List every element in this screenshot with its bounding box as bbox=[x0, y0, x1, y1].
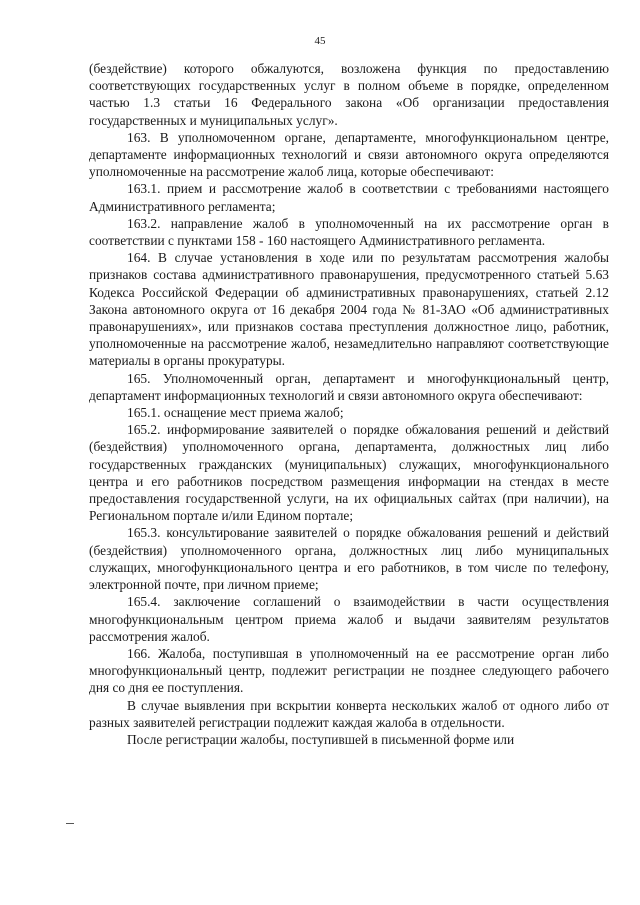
paragraph-after-registration: После регистрации жалобы, поступившей в письменной форме или bbox=[127, 731, 515, 747]
paragraph-166: 166. Жалоба, поступившая в уполномоченный на ее рассмотрение орган либо многофункциональный центр, подлежит регистрации не позднее следующего рабочего дня со дня ее поступления. bbox=[89, 645, 609, 696]
margin-mark bbox=[66, 823, 74, 824]
paragraph-165-1: 165.1. оснащение мест приема жалоб; bbox=[127, 405, 344, 421]
paragraph-multiple-complaints: В случае выявления при вскрытии конверта нескольких жалоб от одного либо от разных заявителей регистрации подлежит каждая жалоба в отдельности. bbox=[89, 697, 609, 730]
paragraph-165-2: 165.2. информирование заявителей о порядке обжалования решений и действий (бездействия) уполномоченного органа, департамента, должностных лиц либо государственных гражданских (муниципальных) служащих, многофункционального центра и его работников посредством размещения информации на стендах в месте предоставления государственной услуги, на их официальных сайтах (при наличии), на Региональном портале и/или Едином портале; bbox=[89, 422, 609, 524]
paragraph-165-4: 165.4. заключение соглашений о взаимодействии в части осуществления многофункциональным центром приема жалоб и выдачи заявителям результатов рассмотрения жалоб. bbox=[89, 594, 609, 644]
paragraph-continuation: (бездействие) которого обжалуются, возложена функция по предоставлению соответствующих государственных услуг в полном объеме в порядке, определенном частью 1.3 статьи 16 Федерального закона «Об организации предоставления государственных и муниципальных услуг». bbox=[89, 61, 609, 128]
paragraph-165: 165. Уполномоченный орган, департамент и многофункциональный центр, департамент информационных технологий и связи автономного округа обеспечивают: bbox=[89, 370, 609, 403]
paragraph-165-3: 165.3. консультирование заявителей о порядке обжалования решений и действий (бездействия) уполномоченного органа, должностных лиц либо муниципальных служащих, многофункционального центра и его работников, в том числе по телефону, электронной почте, при личном приеме; bbox=[89, 525, 609, 593]
paragraph-163: 163. В уполномоченном органе, департаменте, многофункциональном центре, департаменте информационных технологий и связи автономного округа определяются уполномоченные на рассмотрение жалоб лица, которые обеспечивают: bbox=[89, 129, 609, 180]
paragraph-163-1: 163.1. прием и рассмотрение жалоб в соответствии с требованиями настоящего Административного регламента; bbox=[89, 181, 609, 214]
document-body bbox=[89, 60, 609, 748]
paragraph-163-2: 163.2. направление жалоб в уполномоченный на их рассмотрение орган в соответствии с пунктами 158 - 160 настоящего Административного регламента. bbox=[89, 215, 609, 249]
paragraph-164: 164. В случае установления в ходе или по результатам рассмотрения жалобы признаков состава административного правонарушения, предусмотренного статьей 5.63 Кодекса Российской Федерации об административных правонарушениях, статьей 2.12 Закона автономного округа от 16 декабря 2004 года № 81-ЗАО «Об административных правонарушениях», или признаков состава преступления должностное лицо, работник, уполномоченные на рассмотрение жалоб, незамедлительно направляют соответствующие материалы в органы прокуратуры. bbox=[89, 250, 609, 369]
page-number: 45 bbox=[314, 35, 326, 47]
